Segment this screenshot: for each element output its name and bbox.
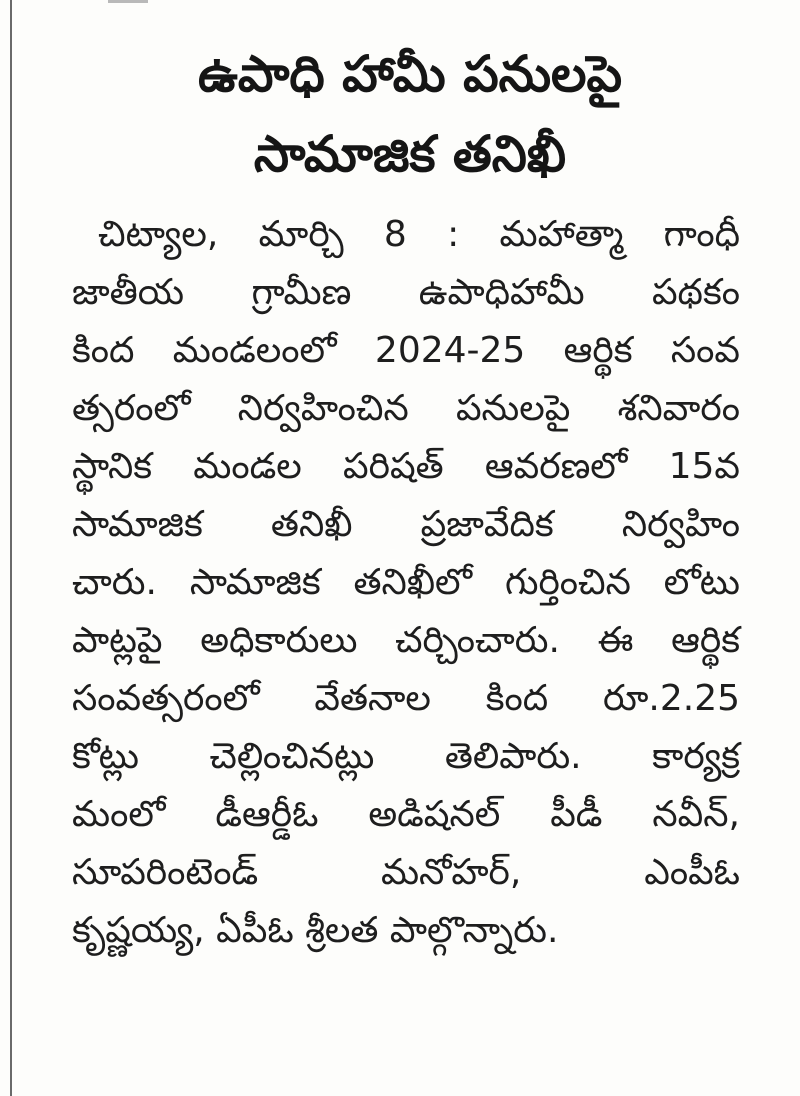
body-line-1: చిట్యాల, మార్చి 8 : మహాత్మా గాంధీ (98, 214, 740, 255)
body-line-3: కింద మండలంలో 2024-25 ఆర్థిక సంవ (72, 330, 740, 371)
body-line-13: కృష్ణయ్య, ఏపీఓ శ్రీలత పాల్గొన్నారు. (72, 910, 559, 951)
body-line-8: పాట్లపై అధికారులు చర్చించారు. ఈ ఆర్థిక (72, 620, 740, 661)
top-edge-mark (108, 0, 148, 3)
column-rule (10, 0, 12, 1096)
body-line-4: త్సరంలో నిర్వహించిన పనులపై శనివారం (72, 388, 740, 429)
body-line-7: చారు. సామాజిక తనిఖీలో గుర్తించిన లోటు (72, 562, 740, 603)
body-line-10: కోట్లు చెల్లించినట్లు తెలిపారు. కార్యక్ర (72, 736, 740, 777)
body-line-12: సూపరింటెండ్ మనోహర్, ఎంపీఓ (72, 852, 740, 893)
body-line-2: జాతీయ గ్రామీణ ఉపాధిహామీ పథకం (72, 272, 740, 313)
body-line-9: సంవత్సరంలో వేతనాల కింద రూ.2.25 (72, 678, 740, 719)
headline-line-1: ఉపాధి హామీ పనులపై (197, 45, 623, 103)
body-line-5: స్థానిక మండల పరిషత్ ఆవరణలో 15వ (72, 446, 740, 487)
body-line-11: మంలో డీఆర్డీఓ అడిషనల్ పీడీ నవీన్, (72, 794, 740, 835)
body-line-6: సామాజిక తనిఖీ ప్రజావేదిక నిర్వహిం (72, 504, 740, 545)
headline-line-2: సామాజిక తనిఖీ (253, 125, 567, 183)
